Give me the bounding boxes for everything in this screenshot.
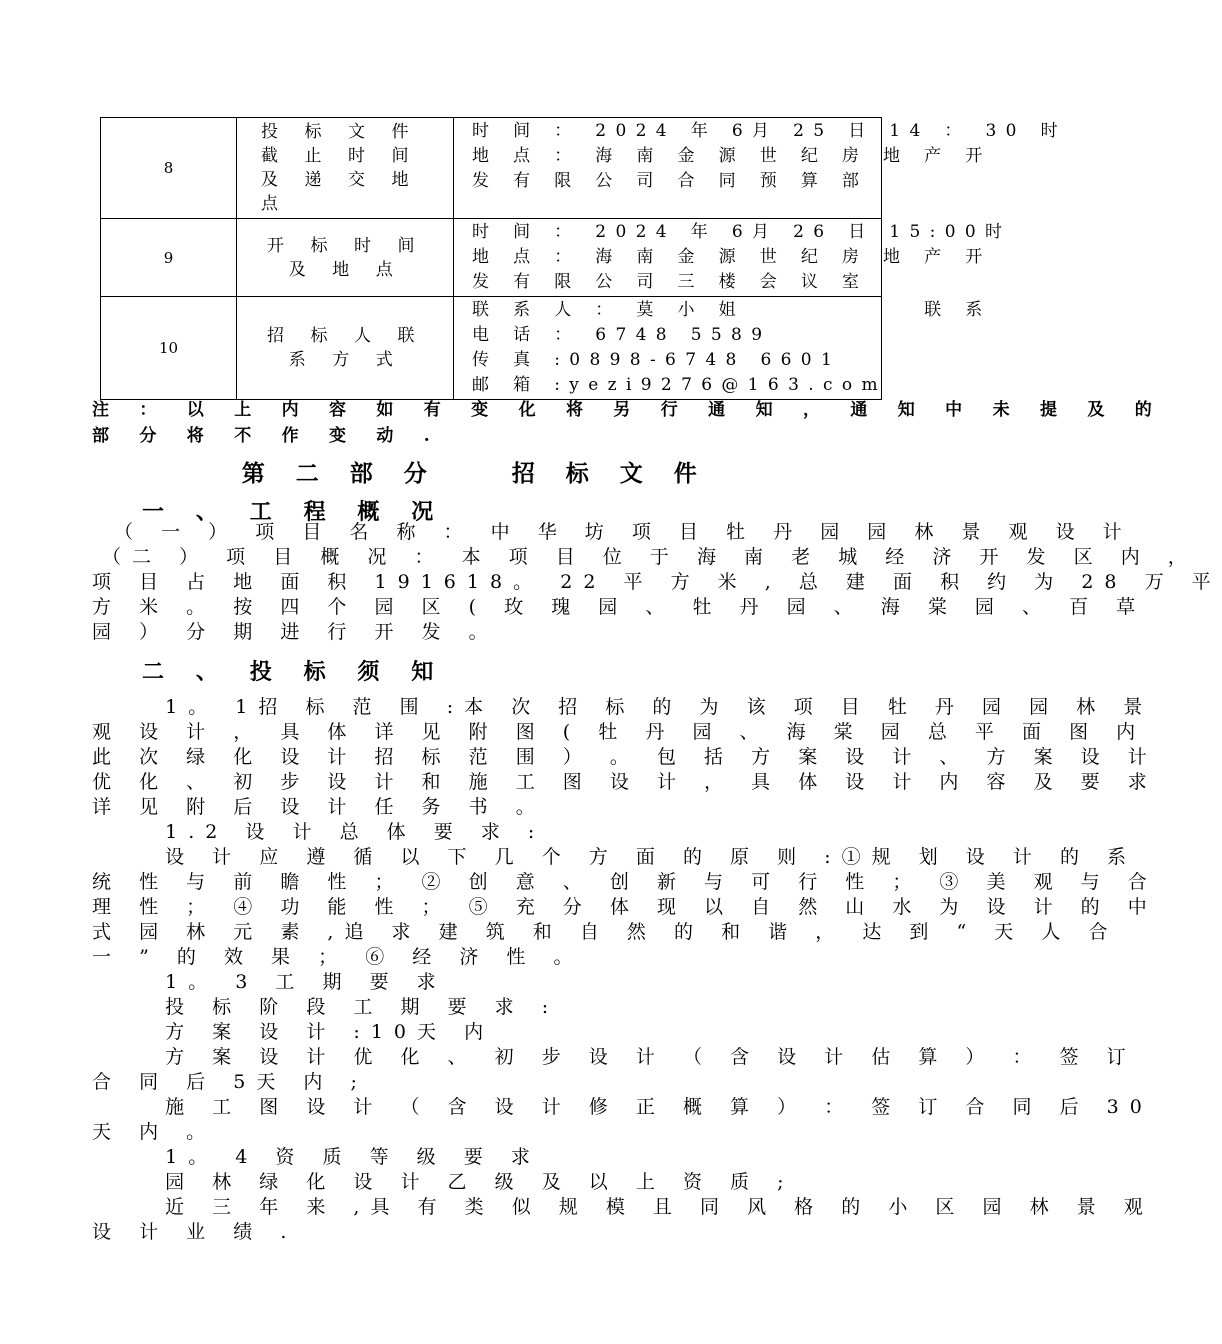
overview-paragraph: （ 一 ） 项 目 名 称 ： 中 华 坊 项 目 牡 丹 园 园 林 景 观 设 计 （二 ） 项 目 概 况 ： 本 项 目 位 于 海 南 老 城 经 济 开 发 区 内 ， 项 目 占 地 面 积 191618。 22 平 方 米 , 总 建 面 积 约 为 28 万 平 方 米 。 按 四 个 园 区 ( 玫 瑰 园 、 牡 丹 园 、 海 棠 园 、 百 草 园 ） 分 期 进 行 开 发 。: [92, 521, 1222, 643]
section-heading-overview: 一 、 工 程 概 况: [142, 499, 446, 525]
note: 注 ： 以 上 内 容 如 有 变 化 将 另 行 通 知 ， 通 知 中 未 提 及 的 部 分 将 不 作 变 动 .: [92, 400, 1165, 446]
section-heading-notice: 二 、 投 标 须 知: [142, 659, 446, 685]
notice-paragraph: 1。 1招 标 范 围 :本 次 招 标 的 为 该 项 目 牡 丹 园 园 林 景 观 设 计 ， 具 体 详 见 附 图 ( 牡 丹 园 、 海 棠 园 总 平 面 图 内 此 次 绿 化 设 计 招 标 范 围 ） 。 包 括 方 案 设 计 、 方 案 设 计 优 化 、 初 步 设 计 和 施 工 图 设 计 ， 具 体 设 计 内 容 及 要 求 详 见 附 后 设 计 任 务 书 。 1.2 设 计 总 体 要 求 : 设 计 应 遵 循 以 下 几 个 方 面 的 原 则 :①规 划 设 计 的 系 统 性 与 前 瞻 性 ； ② 创 意 、 创 新 与 可 行 性 ； ③ 美 观 与 合 理 性 ； ④ 功 能 性 ； ⑤ 充 分 体 现 以 自 然 山 水 为 设 计 的 中 式 园 林 元 素 ,追 求 建 筑 和 自 然 的 和 谐 ， 达 到 “ 天 人 合 一 ” 的 效 果 ； ⑥ 经 济 性 。 1。 3 工 期 要 求 投 标 阶 段 工 期 要 求 : 方 案 设 计 :10天 内 方 案 设 计 优 化 、 初 步 设 计 （ 含 设 计 估 算 ） ： 签 订 合 同 后 5天 内 ; 施 工 图 设 计 （ 含 设 计 修 正 概 算 ） ： 签 订 合 同 后 30 天 内 。 1。 4 资 质 等 级 要 求 园 林 绿 化 设 计 乙 级 及 以 上 资 质 ; 近 三 年 来 ,具 有 类 似 规 模 且 同 风 格 的 小 区 园 林 景 观 设 计 业 绩 .: [92, 696, 1158, 1243]
row-number: 10: [101, 297, 237, 400]
item-detail: 时 间 ： 2024 年 6月 25 日 14 ： 30 时 地 点 ： 海 南 金 源 世 纪 房 地 产 开 发 有 限 公 司 合 同 预 算 部: [454, 118, 882, 219]
item-detail: 时 间 ： 2024 年 6月 26 日 15:00时 地 点 ： 海 南 金 源 世 纪 房 地 产 开 发 有 限 公 司 三 楼 会 议 室: [454, 219, 882, 297]
item-name: 投 标 文 件 截 止 时 间 及 递 交 地 点: [237, 118, 454, 219]
item-name: 招 标 人 联 系 方 式: [237, 297, 454, 400]
table-row: [101, 219, 882, 297]
row-number: 8: [101, 118, 237, 219]
part-title: 第 二 部 分 招 标 文 件: [241, 460, 709, 487]
item-name: 开 标 时 间 及 地 点: [237, 219, 454, 297]
item-detail: 联 系 人 ： 莫 小 姐 联 系 电 话 ： 6748 5589 传 真 :0898-6748 6601 邮 箱 :yezi9276@163.com: [454, 297, 882, 400]
info-table: [100, 117, 1067, 400]
row-number: 9: [101, 219, 237, 297]
table-row: [101, 297, 882, 400]
table-row: [101, 118, 882, 219]
